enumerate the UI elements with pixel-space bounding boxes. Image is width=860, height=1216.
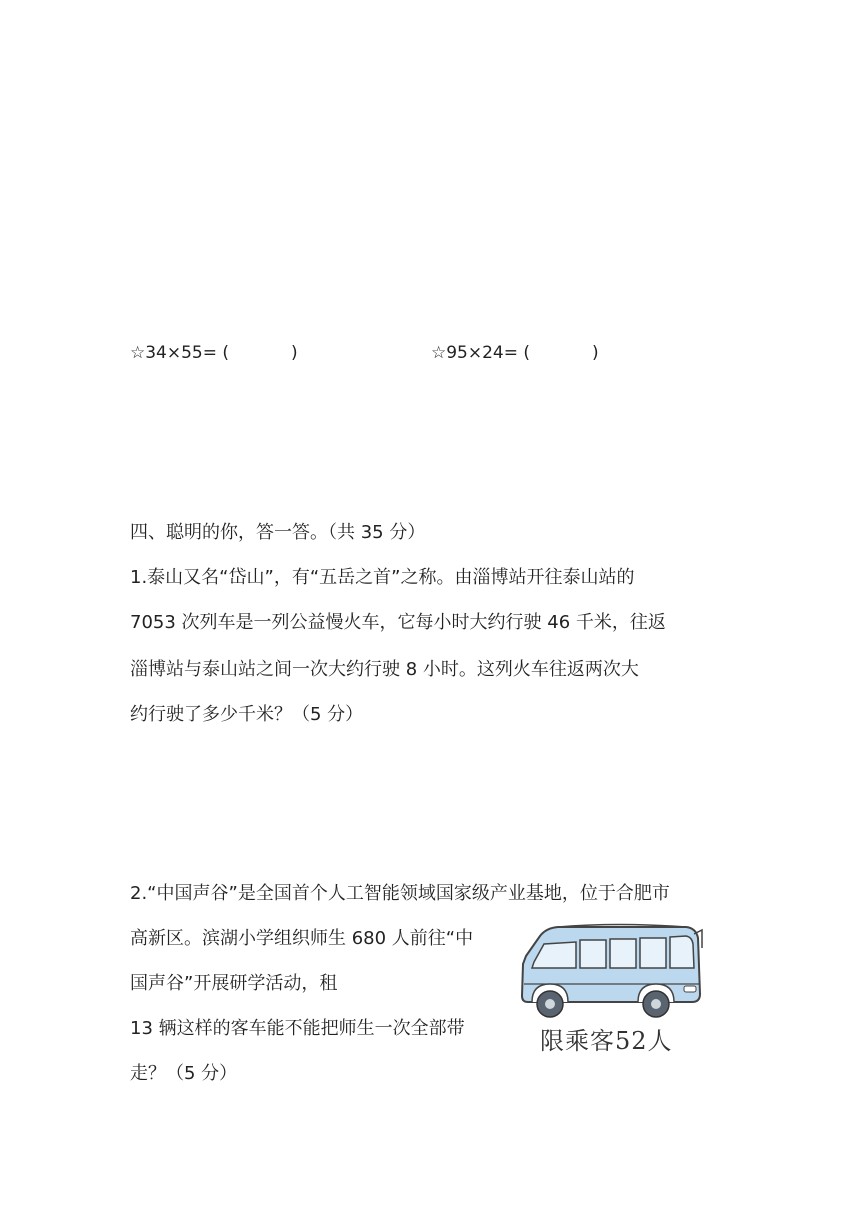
problem1-line: 1.泰山又名“岱山”，有“五岳之首”之称。由淄博站开往泰山站的 [130, 567, 635, 588]
bus-capacity-label: 限乘客52人 [540, 1027, 673, 1055]
problem1-line: 约行驶了多少千米？（5 分） [130, 704, 364, 725]
calc-item-2 [431, 341, 599, 365]
problem2-line: 2.“中国声谷”是全国首个人工智能领域国家级产业基地，位于合肥市 [130, 883, 670, 904]
problem1-line: 7053 次列车是一列公益慢火车，它每小时大约行驶 46 千米，往返 [130, 612, 666, 633]
section-heading: 四、聪明的你，答一答。（共 35 分） [130, 522, 426, 543]
calc-item-1 [130, 341, 298, 365]
calc-close-paren: ) [592, 343, 599, 363]
problem2-line: 高新区。滨湖小学组织师生 680 人前往“中 [130, 928, 474, 949]
bus-icon [518, 918, 704, 1024]
problem2-line: 国声谷”开展研学活动，租 [130, 973, 338, 994]
calc-expression: ☆95×24= ( [431, 343, 531, 363]
calc-close-paren: ) [291, 343, 298, 363]
problem2-line: 走？（5 分） [130, 1063, 238, 1084]
calc-expression: ☆34×55= ( [130, 343, 230, 363]
problem2-line: 13 辆这样的客车能不能把师生一次全部带 [130, 1018, 465, 1039]
bus-illustration [518, 918, 704, 1068]
problem1-line: 淄博站与泰山站之间一次大约行驶 8 小时。这列火车往返两次大 [130, 659, 639, 680]
